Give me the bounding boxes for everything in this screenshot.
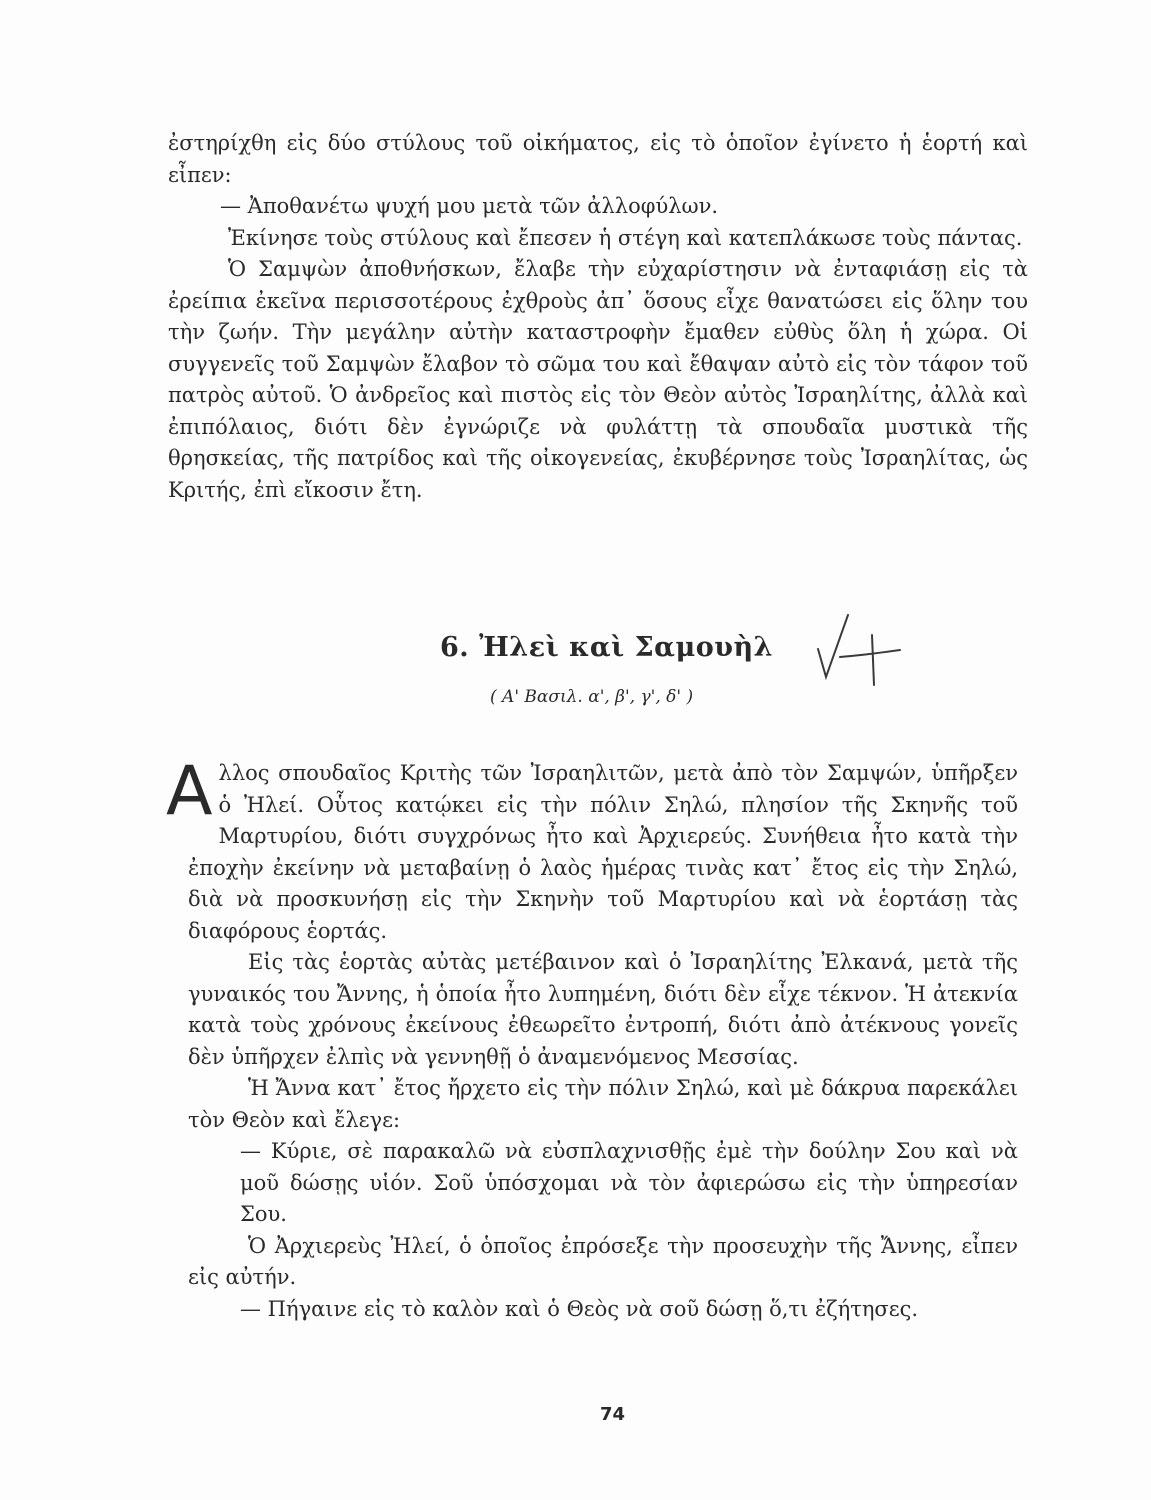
paragraph: Ὁ Ἀρχιερεὺς Ἠλεί, ὁ ὁποῖος ἐπρόσεξε τὴν προσευχὴν τῆς Ἄννης, εἶπεν εἰς αὐτήν. (188, 1233, 1018, 1289)
dialogue-line: — Ἀποθανέτω ψυχή μου μετὰ τῶν ἀλλοφύλων. (220, 194, 719, 218)
paragraph: Εἰς τὰς ἑορτὰς αὐτὰς μετέβαινον καὶ ὁ Ἰσραηλίτης Ἐλκανά, μετὰ τῆς γυναικός του Ἄννης, ἡ ὁποία ἦτο λυπημένη, διότι δὲν εἶχε τέκνον. Ἡ ἀτεκνία κατὰ τοὺς χρόνους ἐκείνους ἐθεωρεῖτο ἐντροπή, διότι ἀπὸ ἀτέκνους γονεῖς δὲν ὑπῆρχεν ἐλπὶς νὰ γεννηθῇ ὁ ἀναμενόμενος Μεσσίας. (188, 950, 1018, 1069)
bottom-text-block (166, 752, 1018, 1325)
paragraph-text: λλος σπουδαῖος Κριτὴς τῶν Ἰσραηλιτῶν, μετὰ ἀπὸ τὸν Σαμψών, ὑπῆρξεν ὁ Ἠλεί. Οὗτος κατῴκει εἰς τὴν πόλιν Σηλώ, πλησίον τῆς Σκηνῆς τοῦ Μαρτυρίου, διότι συγχρόνως ἦτο καὶ Ἀρχιερεύς. Συνήθεια ἦτο κατὰ τὴν ἐποχὴν ἐκείνην νὰ μεταβαίνῃ ὁ λαὸς ἡμέρας τινὰς κατ᾿ ἔτος εἰς τὴν Σηλώ, διὰ νὰ προσκυνήσῃ εἰς τὴν Σκηνὴν τοῦ Μαρτυρίου καὶ νὰ ἑορτάσῃ τὰς διαφόρους ἑορτάς. (188, 761, 1018, 943)
paragraph: Ὁ Σαμψὼν ἀποθνήσκων, ἔλαβε τὴν εὐχαρίστησιν νὰ ἐνταφιάσῃ εἰς τὰ ἐρείπια ἐκεῖνα περισσοτέρους ἐχθροὺς ἀπ᾿ ὅσους εἶχε θανατώσει εἰς ὅλην του τὴν ζωήν. Τὴν μεγάλην αὐτὴν καταστροφὴν ἔμαθεν εὐθὺς ὅλη ἡ χώρα. Οἱ συγγενεῖς τοῦ Σαμψὼν ἔλαβον τὸ σῶμα του καὶ ἔθαψαν αὐτὸ εἰς τὸν τάφον τοῦ πατρὸς αὐτοῦ. Ὁ ἀνδρεῖος καὶ πιστὸς εἰς τὸν Θεὸν αὐτὸς Ἰσραηλίτης, ἀλλὰ καὶ ἐπιπόλαιος, διότι δὲν ἐγνώριζε νὰ φυλάττῃ τὰ σπουδαῖα μυστικὰ τῆς θρησκείας, τῆς πατρίδος καὶ τῆς οἰκογενείας, ἐκυβέρνησε τοὺς Ἰσραηλίτας, ὡς Κριτής, ἐπὶ εἴκοσιν ἔτη. (168, 257, 1028, 502)
paragraph (166, 752, 1018, 947)
paragraph: ἐστηρίχθη εἰς δύο στύλους τοῦ οἰκήματος, εἰς τὸ ὁποῖον ἐγίνετο ἡ ἑορτή καὶ εἶπεν: (168, 131, 1028, 187)
top-text-block (168, 128, 1028, 506)
scripture-reference: ( Α' Βασιλ. α', β', γ', δ' ) (490, 687, 694, 707)
dialogue-line: — Πήγαινε εἰς τὸ καλὸν καὶ ὁ Θεὸς νὰ σοῦ δώσῃ ὅ,τι ἐζήτησες. (240, 1296, 919, 1321)
dialogue-line: — Κύριε, σὲ παρακαλῶ νὰ εὐσπλαχνισθῇς ἐμὲ τὴν δούλην Σου καὶ νὰ μοῦ δώσῃς υἱόν. Σοῦ ὑπόσχομαι νὰ τὸν ἀφιερώσω εἰς τὴν ὑπηρεσίαν Σου. (240, 1139, 1018, 1226)
paragraph: Ἐκίνησε τοὺς στύλους καὶ ἔπεσεν ἡ στέγη καὶ κατεπλάκωσε τοὺς πάντας. (228, 225, 1023, 250)
drop-cap-letter: Α (166, 752, 213, 831)
chapter-title: 6. Ἠλεὶ καὶ Σαμουὴλ (440, 632, 774, 663)
handwritten-checkmark-icon (810, 605, 905, 690)
paragraph: Ἡ Ἄννα κατ᾿ ἔτος ἤρχετο εἰς τὴν πόλιν Σηλώ, καὶ μὲ δάκρυα παρεκάλει τὸν Θεὸν καὶ ἔλεγε: (188, 1076, 1018, 1132)
page-number: 74 (600, 1404, 626, 1425)
